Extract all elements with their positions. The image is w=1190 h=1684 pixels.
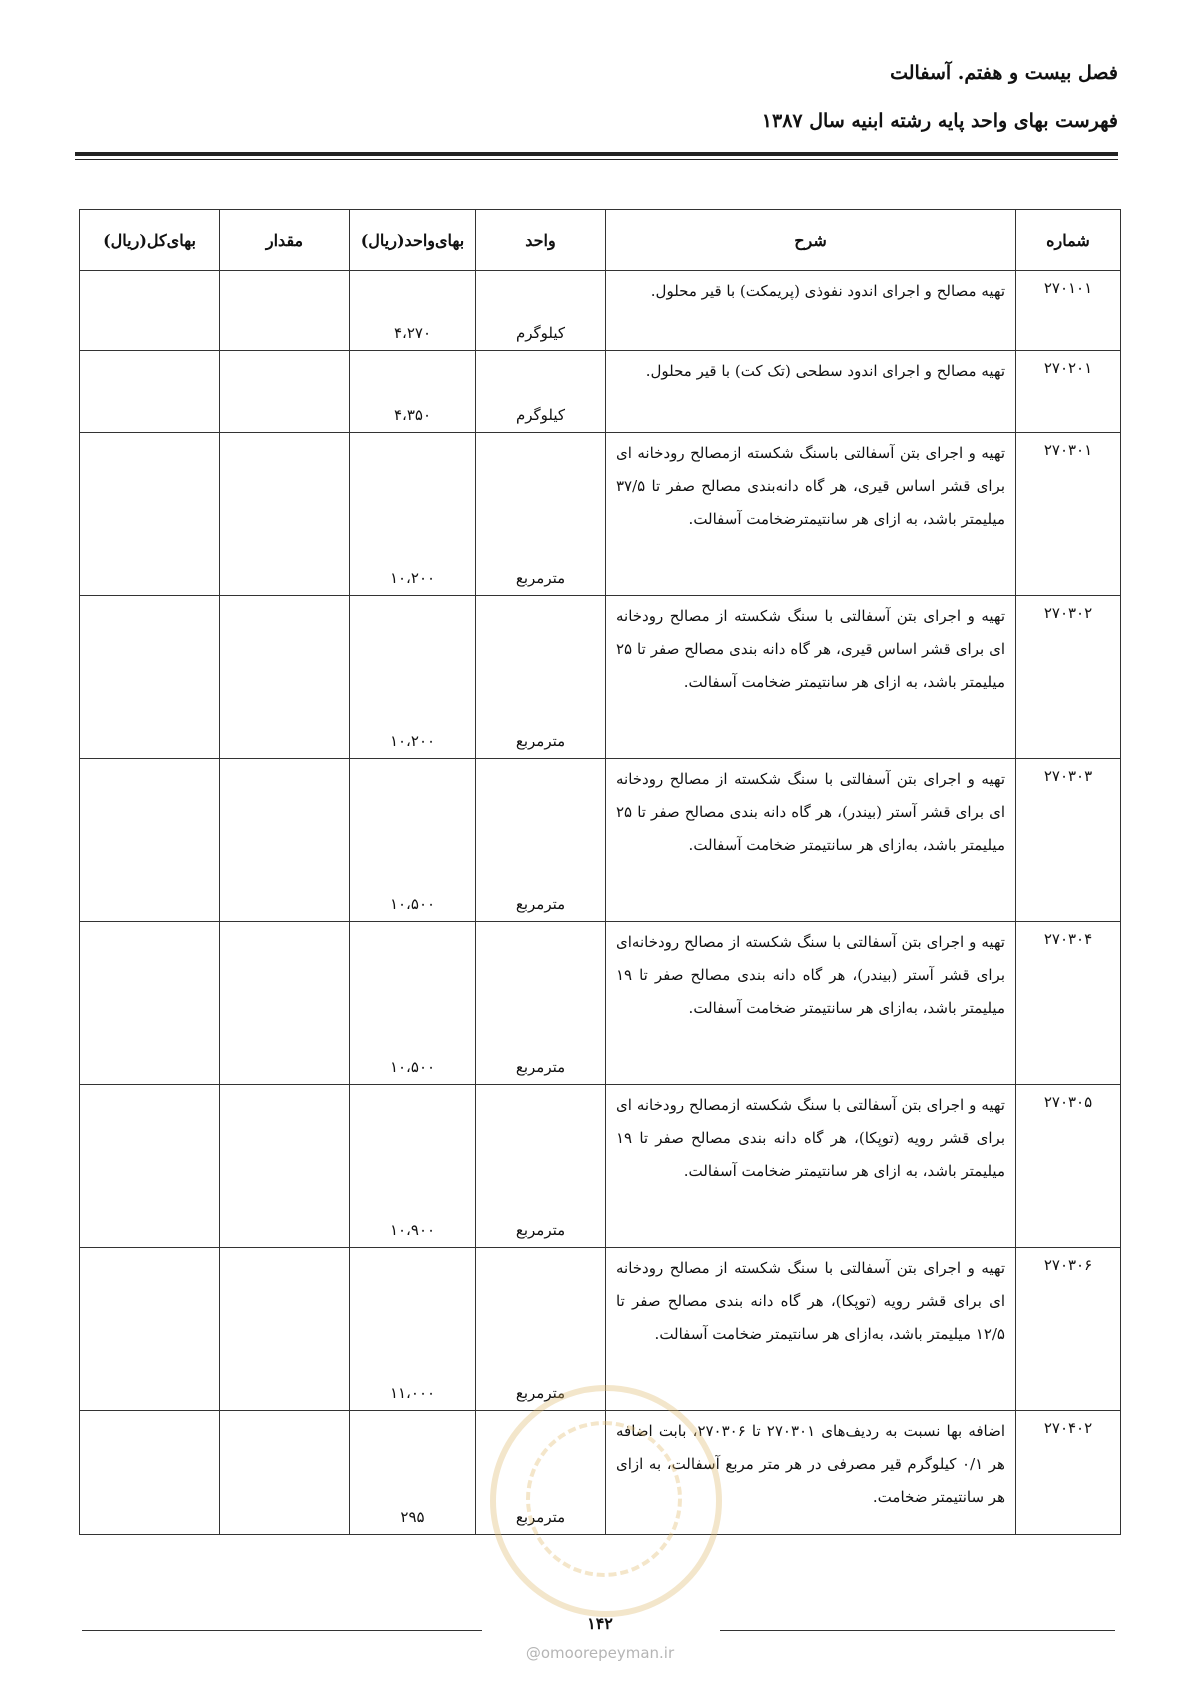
table-row — [80, 759, 1121, 922]
header-rule-thin — [75, 159, 1118, 160]
item-total-price — [80, 596, 220, 759]
header-description: شرح — [606, 210, 1016, 271]
item-number: ۲۷۰۳۰۱ — [1016, 433, 1121, 596]
item-unit: مترمربع — [476, 596, 606, 759]
item-quantity — [220, 271, 350, 351]
price-table — [79, 209, 1121, 1535]
item-description: تهیه مصالح و اجرای اندود نفوذی (پریمکت) با قیر محلول. — [606, 271, 1016, 351]
header-unit: واحد — [476, 210, 606, 271]
item-description: تهیه و اجرای بتن آسفالتی با سنگ شکسته از مصالح رودخانه ای برای قشر آستر (بیندر)، هر گاه دانه بندی مصالح صفر تا ۲۵ میلیمتر باشد، به‌ازای هر سانتیمتر ضخامت آسفالت. — [606, 759, 1016, 922]
chapter-title: فصل بیست و هفتم. آسفالت — [890, 62, 1118, 84]
item-number: ۲۷۰۲۰۱ — [1016, 351, 1121, 433]
item-total-price — [80, 433, 220, 596]
item-description: تهیه مصالح و اجرای اندود سطحی (تک کت) با قیر محلول. — [606, 351, 1016, 433]
item-unit-price: ۱۰،۹۰۰ — [350, 1085, 476, 1248]
item-total-price — [80, 1248, 220, 1411]
item-unit-price: ۱۱،۰۰۰ — [350, 1248, 476, 1411]
item-unit: مترمربع — [476, 922, 606, 1085]
header-unit-price: بهای‌واحد(ریال) — [350, 210, 476, 271]
website-watermark: @omoorepeyman.ir — [525, 1644, 675, 1662]
table-row — [80, 596, 1121, 759]
item-total-price — [80, 1411, 220, 1535]
item-unit: کیلوگرم — [476, 351, 606, 433]
item-description: اضافه بها نسبت به ردیف‌های ۲۷۰۳۰۱ تا ۲۷۰۳۰۶، بابت اضافه هر ۰/۱ کیلوگرم قیر مصرفی در هر متر مربع آسفالت، به ازای هر سانتیمتر ضخامت. — [606, 1411, 1016, 1535]
item-unit: کیلوگرم — [476, 271, 606, 351]
footer-rule-left — [82, 1630, 482, 1631]
item-quantity — [220, 433, 350, 596]
item-description: تهیه و اجرای بتن آسفالتی با سنگ شکسته از مصالح رودخانه‌ای برای قشر آستر (بیندر)، هر گاه دانه بندی مصالح صفر تا ۱۹ میلیمتر باشد، به‌ازای هر سانتیمتر ضخامت آسفالت. — [606, 922, 1016, 1085]
item-number: ۲۷۰۳۰۵ — [1016, 1085, 1121, 1248]
item-description: تهیه و اجرای بتن آسفالتی با سنگ شکسته از مصالح رودخانه ای برای قشر رویه (توپکا)، هر گاه دانه بندی مصالح صفر تا ۱۲/۵ میلیمتر باشد، به‌ازای هر سانتیمتر ضخامت آسفالت. — [606, 1248, 1016, 1411]
document-subtitle: فهرست بهای واحد پایه رشته ابنیه سال ۱۳۸۷ — [761, 110, 1118, 132]
item-description: تهیه و اجرای بتن آسفالتی با سنگ شکسته از مصالح رودخانه ای برای قشر اساس قیری، هر گاه دانه بندی مصالح صفر تا ۲۵ میلیمتر باشد، به ازای هر سانتیمتر ضخامت آسفالت. — [606, 596, 1016, 759]
item-quantity — [220, 1085, 350, 1248]
item-description: تهیه و اجرای بتن آسفالتی با سنگ شکسته ازمصالح رودخانه ای برای قشر رویه (توپکا)، هر گاه دانه بندی مصالح صفر تا ۱۹ میلیمتر باشد، به ازای هر سانتیمتر ضخامت آسفالت. — [606, 1085, 1016, 1248]
item-quantity — [220, 922, 350, 1085]
item-number: ۲۷۰۳۰۲ — [1016, 596, 1121, 759]
item-unit: مترمربع — [476, 1248, 606, 1411]
item-unit-price: ۱۰،۵۰۰ — [350, 759, 476, 922]
header-number: شماره — [1016, 210, 1121, 271]
item-unit: مترمربع — [476, 759, 606, 922]
item-description: تهیه و اجرای بتن آسفالتی باسنگ شکسته ازمصالح رودخانه ای برای قشر اساس قیری، هر گاه دانه‌بندی مصالح صفر تا ۳۷/۵ میلیمتر باشد، به ازای هر سانتیمترضخامت آسفالت. — [606, 433, 1016, 596]
item-quantity — [220, 351, 350, 433]
item-unit-price: ۱۰،۲۰۰ — [350, 433, 476, 596]
item-unit: مترمربع — [476, 1085, 606, 1248]
item-unit-price: ۴،۳۵۰ — [350, 351, 476, 433]
item-unit-price: ۱۰،۲۰۰ — [350, 596, 476, 759]
item-unit: مترمربع — [476, 1411, 606, 1535]
table-row — [80, 1085, 1121, 1248]
item-unit-price: ۴،۲۷۰ — [350, 271, 476, 351]
table-header-row — [80, 210, 1121, 271]
table-row — [80, 1248, 1121, 1411]
item-unit-price: ۱۰،۵۰۰ — [350, 922, 476, 1085]
table-row — [80, 351, 1121, 433]
item-total-price — [80, 922, 220, 1085]
item-total-price — [80, 271, 220, 351]
item-total-price — [80, 1085, 220, 1248]
header-rule-thick — [75, 152, 1118, 156]
table-row — [80, 1411, 1121, 1535]
item-total-price — [80, 351, 220, 433]
header-quantity: مقدار — [220, 210, 350, 271]
item-quantity — [220, 759, 350, 922]
item-number: ۲۷۰۳۰۶ — [1016, 1248, 1121, 1411]
item-quantity — [220, 1411, 350, 1535]
item-unit: مترمربع — [476, 433, 606, 596]
header-total-price: بهای‌کل(ریال) — [80, 210, 220, 271]
table-row — [80, 433, 1121, 596]
item-number: ۲۷۰۳۰۳ — [1016, 759, 1121, 922]
item-number: ۲۷۰۳۰۴ — [1016, 922, 1121, 1085]
table-row — [80, 922, 1121, 1085]
item-number: ۲۷۰۱۰۱ — [1016, 271, 1121, 351]
item-quantity — [220, 596, 350, 759]
item-total-price — [80, 759, 220, 922]
page-number: ۱۴۲ — [587, 1614, 613, 1633]
page-header — [762, 58, 1118, 136]
item-quantity — [220, 1248, 350, 1411]
table-row — [80, 271, 1121, 351]
footer-rule-right — [720, 1630, 1115, 1631]
item-unit-price: ۲۹۵ — [350, 1411, 476, 1535]
item-number: ۲۷۰۴۰۲ — [1016, 1411, 1121, 1535]
